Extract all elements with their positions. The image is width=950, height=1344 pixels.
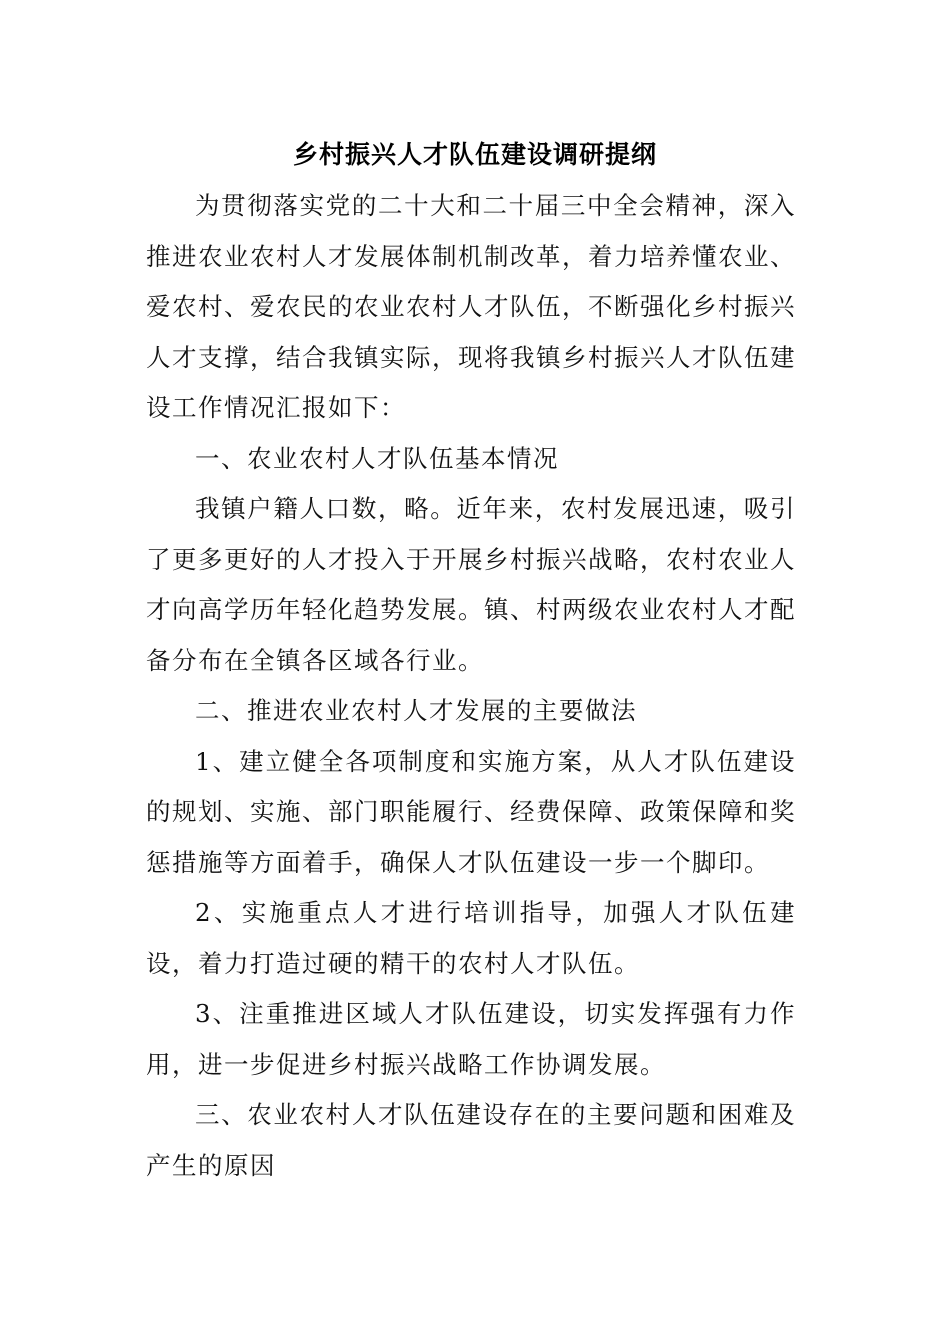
practice-item-1: 1、建立健全各项制度和实施方案，从人才队伍建设的规划、实施、部门职能履行、经费保障、政策保障和奖惩措施等方面着手，确保人才队伍建设一步一个脚印。 [146,746,796,877]
intro-paragraph: 为贯彻落实党的二十大和二十届三中全会精神，深入推进农业农村人才发展体制机制改革，着力培养懂农业、爱农村、爱农民的农业农村人才队伍，不断强化乡村振兴人才支撑，结合我镇实际，现将我镇乡村振兴人才队伍建设工作情况汇报如下： [146,191,796,422]
document-body [146,181,796,1191]
practice-item-3: 3、注重推进区域人才队伍建设，切实发挥强有力作用，进一步促进乡村振兴战略工作协调发展。 [146,999,796,1079]
section-heading-2: 二、推进农业农村人才发展的主要做法 [195,696,637,725]
document-title: 乡村振兴人才队伍建设调研提纲 [292,140,657,169]
section-heading-3: 三、农业农村人才队伍建设存在的主要问题和困难及产生的原因 [146,1100,796,1180]
practice-item-2: 2、实施重点人才进行培训指导，加强人才队伍建设，着力打造过硬的精干的农村人才队伍。 [146,898,796,978]
section-heading-1: 一、农业农村人才队伍基本情况 [195,443,559,473]
section-1-paragraph: 我镇户籍人口数，略。近年来，农村发展迅速，吸引了更多更好的人才投入于开展乡村振兴战略，农村农业人才向高学历年轻化趋势发展。镇、村两级农业农村人才配备分布在全镇各区域各行业。 [146,494,796,675]
